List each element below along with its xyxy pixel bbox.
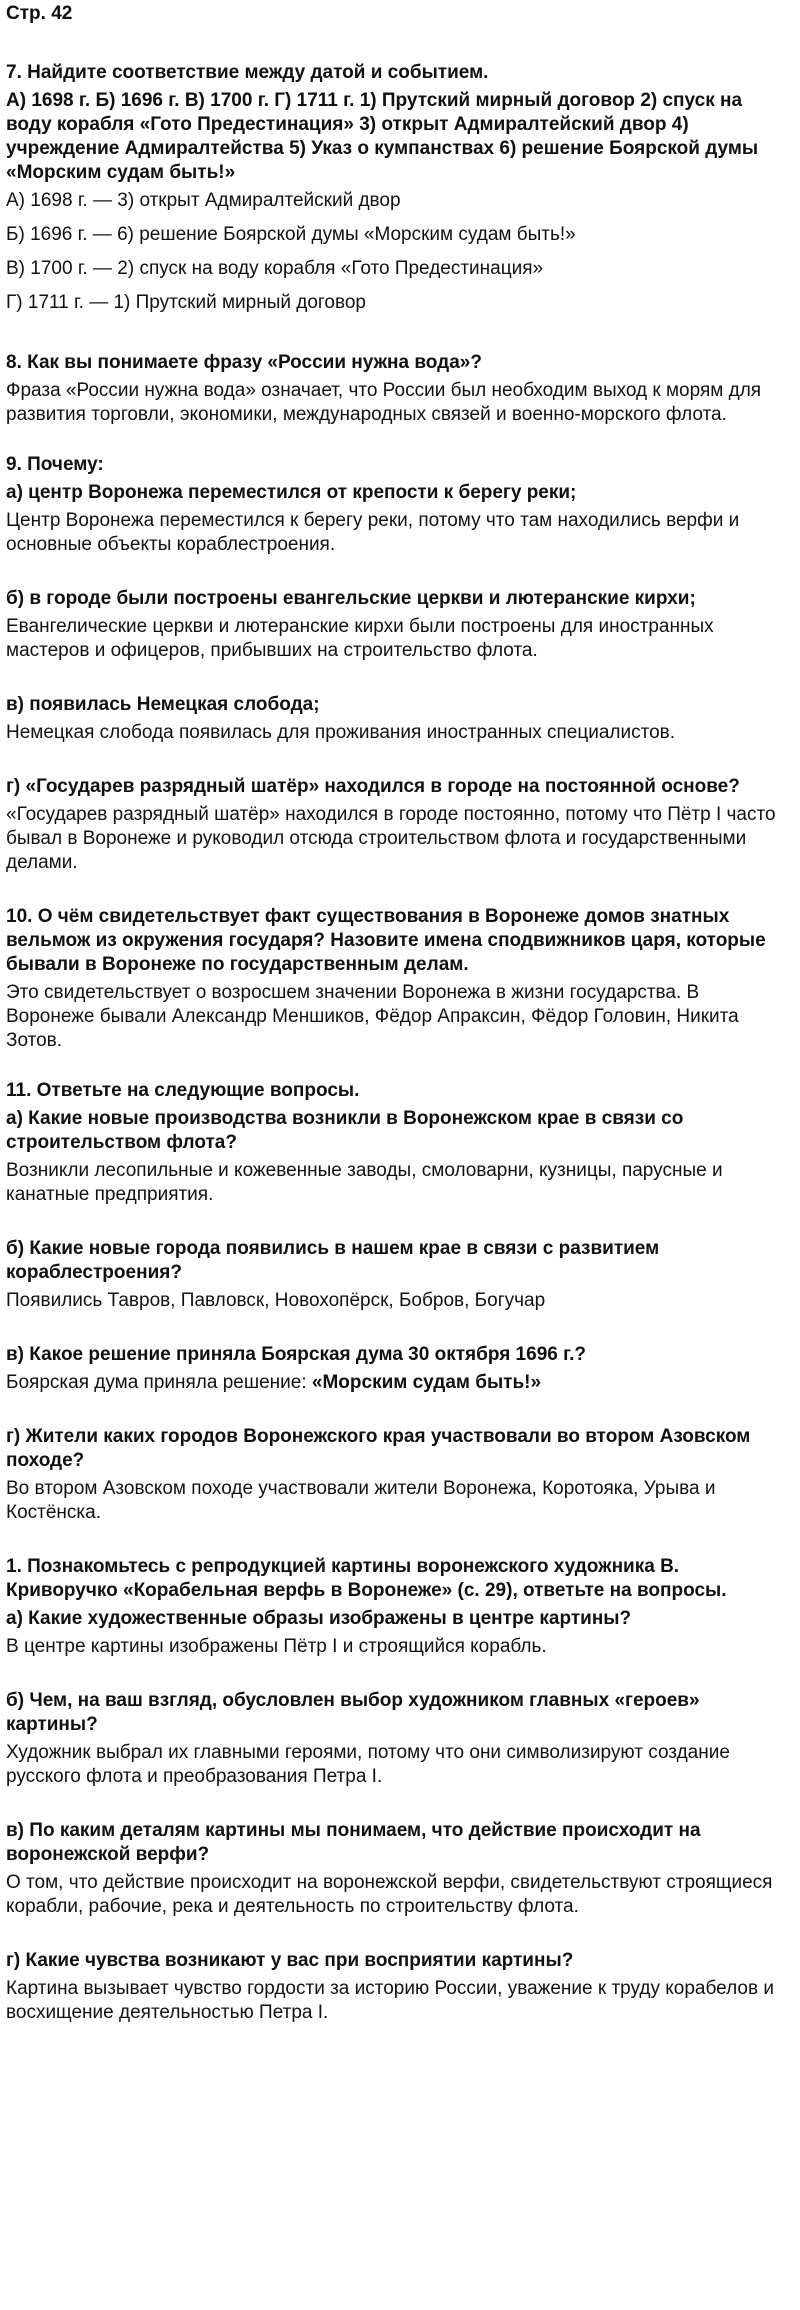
- question-8-section: [6, 351, 788, 427]
- question-1b-answer: Художник выбрал их главными героями, потому что они символизируют создание русского флота и преобразования Петра I.: [6, 1742, 730, 1787]
- question-9b-answer: Евангелические церкви и лютеранские кирхи были построены для иностранных мастеров и офицеров, прибывших на строительство флота.: [6, 616, 714, 661]
- question-1-title: 1. Познакомьтесь с репродукцией картины воронежского художника В. Криворучко «Корабельная верфь в Воронеже» (с. 29), ответьте на вопросы.: [6, 1556, 727, 1601]
- question-11c-answer-quote: «Морским судам быть!»: [311, 1372, 542, 1393]
- question-7-answer-a: А) 1698 г. — 3) открыт Адмиралтейский двор: [6, 190, 401, 211]
- question-10-answer: Это свидетельствует о возросшем значении Воронежа в жизни государства. В Воронеже бывали Александр Меншиков, Фёдор Апраксин, Фёдор Головин, Никита Зотов.: [6, 982, 739, 1051]
- question-1-section: [6, 1555, 788, 2025]
- question-7-answer-b: Б) 1696 г. — 6) решение Боярской думы «Морским судам быть!»: [6, 224, 576, 245]
- question-11a-answer: Возникли лесопильные и кожевенные заводы, смоловарни, кузницы, парусные и канатные предприятия.: [6, 1160, 723, 1205]
- question-1a-question: а) Какие художественные образы изображены в центре картины?: [6, 1608, 632, 1629]
- question-9-title: 9. Почему:: [6, 454, 104, 475]
- question-1c-answer: О том, что действие происходит на воронежской верфи, свидетельствуют строящиеся корабли, рабочие, река и деятельность по строительству флота.: [6, 1872, 773, 1917]
- question-1a-answer: В центре картины изображены Пётр I и строящийся корабль.: [6, 1636, 547, 1657]
- question-11c-answer-prefix: Боярская дума приняла решение:: [6, 1372, 312, 1393]
- question-1c-question: в) По каким деталям картины мы понимаем, что действие происходит на воронежской верфи?: [6, 1820, 701, 1865]
- page-label: Стр. 42: [6, 3, 73, 24]
- question-9c-question: в) появилась Немецкая слобода;: [6, 694, 320, 715]
- question-7-options: А) 1698 г. Б) 1696 г. В) 1700 г. Г) 1711 г. 1) Прутский мирный договор 2) спуск на воду корабля «Гото Предестинация» 3) открыт Адмиралтейский двор 4) учреждение Адмиралтейства 5) Указ о кумпанствах 6) решение Боярской думы «Морским судам быть!»: [6, 90, 759, 183]
- question-7-answer-d: Г) 1711 г. — 1) Прутский мирный договор: [6, 292, 366, 313]
- question-9a-question: а) центр Воронежа переместился от крепости к берегу реки;: [6, 482, 577, 503]
- question-11a-question: а) Какие новые производства возникли в Воронежском крае в связи со строительством флота?: [6, 1108, 684, 1153]
- question-1d-question: г) Какие чувства возникают у вас при восприятии картины?: [6, 1950, 574, 1971]
- question-1d-answer: Картина вызывает чувство гордости за историю России, уважение к труду корабелов и восхищение деятельностью Петра I.: [6, 1978, 774, 2023]
- question-10-title: 10. О чём свидетельствует факт существования в Воронеже домов знатных вельмож из окружения государя? Назовите имена сподвижников царя, которые бывали в Воронеже по государственным делам.: [6, 906, 766, 975]
- question-8-answer: Фраза «России нужна вода» означает, что России был необходим выход к морям для развития торговли, экономики, международных связей и военно-морского флота.: [6, 380, 762, 425]
- question-7-answer-c: В) 1700 г. — 2) спуск на воду корабля «Гото Предестинация»: [6, 258, 544, 279]
- question-11d-answer: Во втором Азовском походе участвовали жители Воронежа, Коротояка, Урыва и Костёнска.: [6, 1478, 716, 1523]
- question-11-section: [6, 1079, 788, 1525]
- question-9-section: [6, 453, 788, 875]
- question-11d-question: г) Жители каких городов Воронежского края участвовали во втором Азовском походе?: [6, 1426, 751, 1471]
- question-7-section: [6, 61, 788, 315]
- question-11-title: 11. Ответьте на следующие вопросы.: [6, 1080, 360, 1101]
- question-11c-answer: [6, 1371, 788, 1395]
- question-9a-answer: Центр Воронежа переместился к берегу реки, потому что там находились верфи и основные объекты кораблестроения.: [6, 510, 740, 555]
- question-9b-question: б) в городе были построены евангельские церкви и лютеранские кирхи;: [6, 588, 696, 609]
- question-11c-question: в) Какое решение приняла Боярская дума 30 октября 1696 г.?: [6, 1344, 587, 1365]
- question-9d-answer: «Государев разрядный шатёр» находился в городе постоянно, потому что Пётр I часто бывал в Воронеже и руководил отсюда строительством флота и государственными делами.: [6, 804, 776, 873]
- question-7-title: 7. Найдите соответствие между датой и событием.: [6, 62, 489, 83]
- question-11b-question: б) Какие новые города появились в нашем крае в связи с развитием кораблестроения?: [6, 1238, 660, 1283]
- question-9d-question: г) «Государев разрядный шатёр» находился в городе на постоянной основе?: [6, 776, 740, 797]
- question-11b-answer: Появились Тавров, Павловск, Новохопёрск, Бобров, Богучар: [6, 1290, 546, 1311]
- question-10-section: [6, 905, 788, 1053]
- question-1b-question: б) Чем, на ваш взгляд, обусловлен выбор художником главных «героев» картины?: [6, 1690, 700, 1735]
- question-8-title: 8. Как вы понимаете фразу «России нужна вода»?: [6, 352, 482, 373]
- question-9c-answer: Немецкая слобода появилась для проживания иностранных специалистов.: [6, 722, 676, 743]
